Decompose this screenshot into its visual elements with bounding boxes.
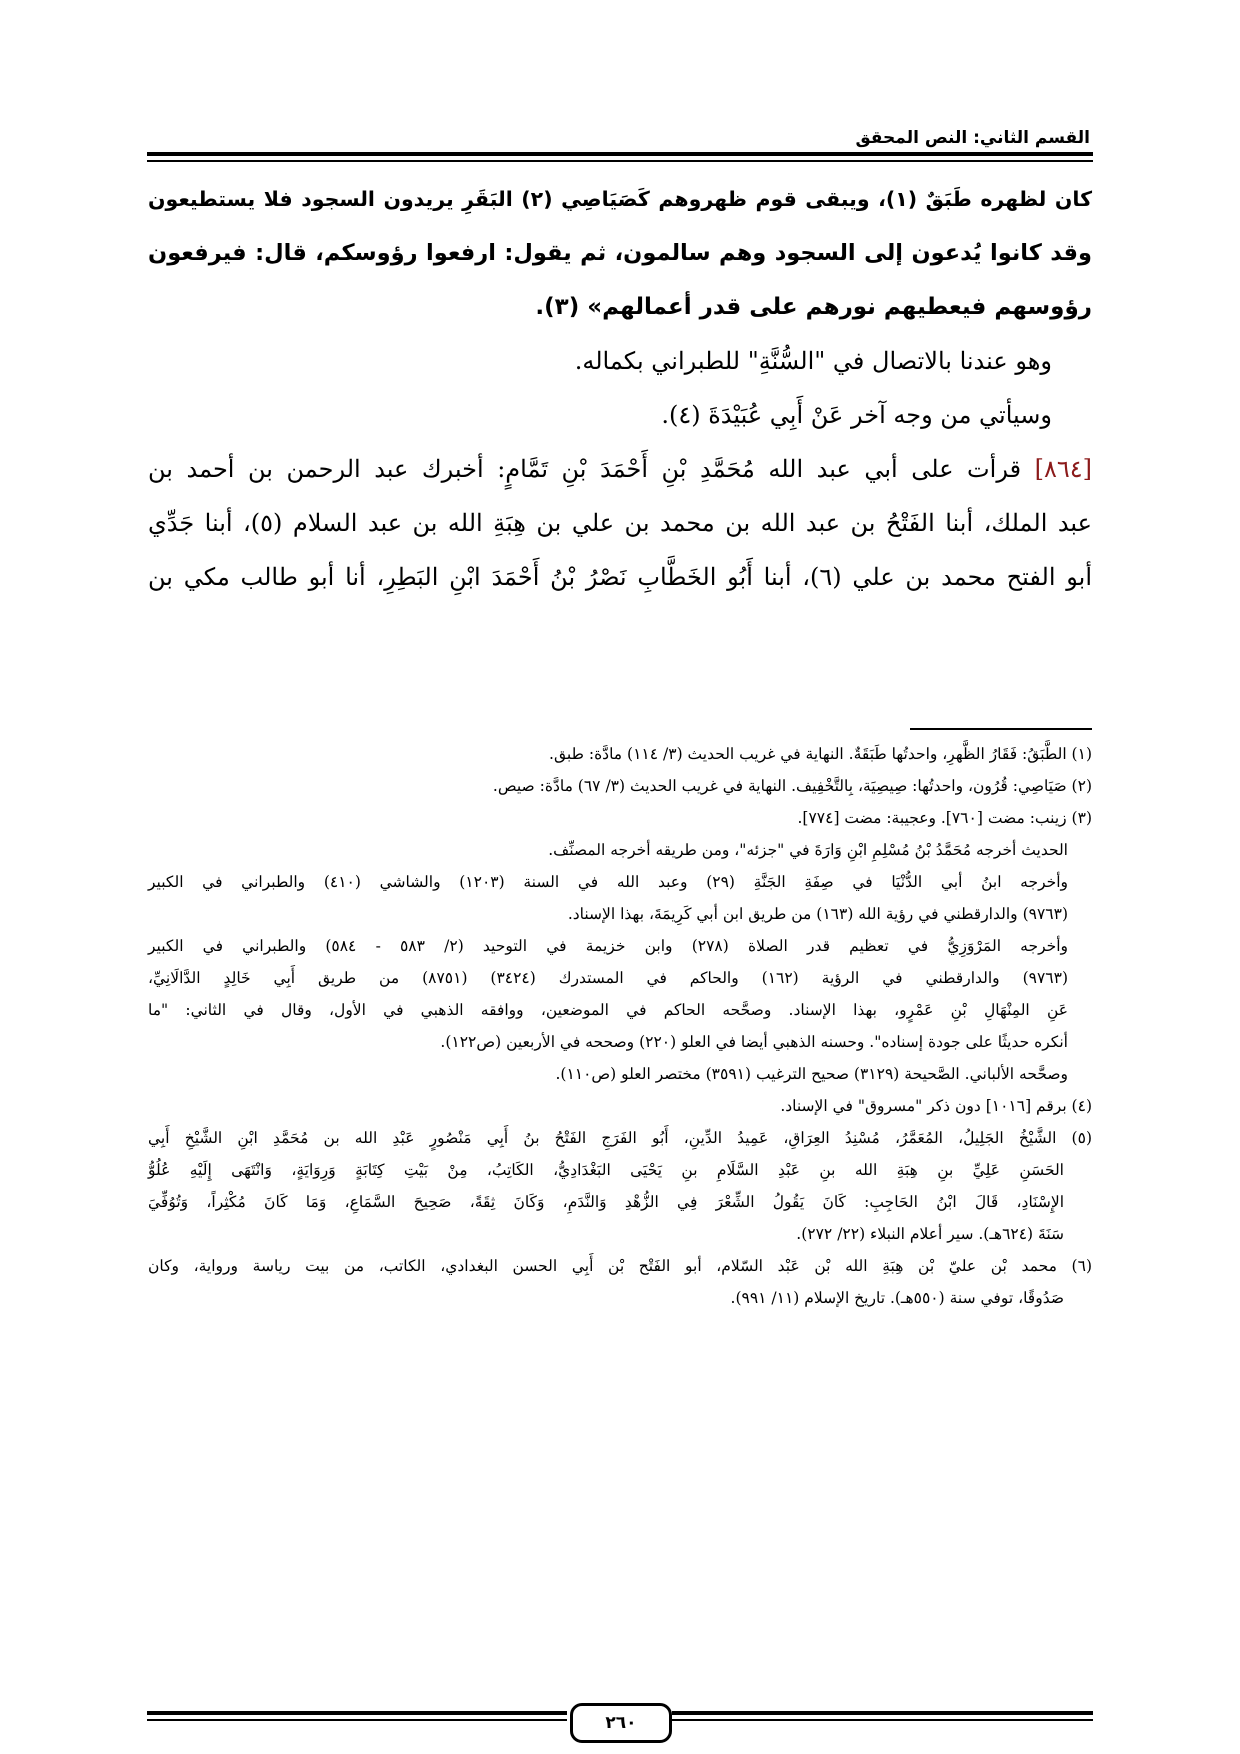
footnote-line: (٦) محمد بْن عليّ بْن هِبَةِ الله بْن عَبْد السّلام، أبو الفَتْح بْن أَبِي الحسن البغدادي، الكاتب، من بيت رياسة ورواية، وكان bbox=[148, 1257, 1092, 1275]
footnote-line: سَنَةَ (٦٢٤هـ). سير أعلام النبلاء (٢٢/ ٢٧٢). bbox=[796, 1225, 1064, 1243]
main-text-line-entry bbox=[148, 442, 1092, 496]
footer-rule-right-thin bbox=[672, 1719, 1093, 1721]
main-text-line: قرأت على أبي عبد الله مُحَمَّدِ بْنِ أَحْمَدَ بْنِ تَمَّامٍ: أخبرك عبد الرحمن بن أحمد بن bbox=[148, 455, 1022, 483]
footnote-line: (١) الطَّبَقُ: فَقَارُ الظَّهرِ، واحدتُها طَبَقَةٌ. النهاية في غريب الحديث (٣/ ١١٤) مادَّة: طبق. bbox=[549, 745, 1092, 763]
main-text-line: وهو عندنا بالاتصال في "السُّنَّةِ" للطبراني بكماله. bbox=[574, 347, 1052, 375]
footnote-line: وأخرجه المَرْوَزِيُّ في تعظيم قدر الصلاة (٢٧٨) وابن خزيمة في التوحيد (٢/ ٥٨٣ - ٥٨٤) والطبراني في الكبير bbox=[148, 937, 1068, 955]
footnotes bbox=[148, 738, 1092, 1314]
footnote-line: الحديث أخرجه مُحَمَّدُ بْنُ مُسْلِمِ ابْنِ وَارَةَ في "جزئه"، ومن طريقه أخرجه المصنِّف. bbox=[548, 841, 1068, 859]
footnote-line: الحَسَنِ عَلِيِّ بنِ هِبَةِ الله بنِ عَبْدِ السَّلَامِ بنِ يَحْيَى البَغْدَادِيُّ، الكَاتِبُ، مِنْ بَيْتِ كِتَابَةٍ وَرِوَايَةٍ، وَانْتَهَى إِلَيْهِ عُلُوُّ bbox=[148, 1161, 1064, 1179]
footnote-line: (٩٧٦٣) والدارقطني في الرؤية (١٦٢) والحاكم في المستدرك (٣٤٢٤) (٨٧٥١) من طريق أَبِي خَالِدٍ الدَّالَانِيِّ، bbox=[148, 969, 1068, 987]
main-text-line: أبو الفتح محمد بن علي (٦)، أبنا أَبُو الخَطَّابِ نَصْرُ بْنُ أَحْمَدَ ابْنِ البَطِرِ، أنا أبو طالب مكي بن bbox=[148, 563, 1093, 591]
main-text bbox=[148, 172, 1092, 604]
footnote-line: (٤) برقم [١٠١٦] دون ذكر "مسروق" في الإسناد. bbox=[780, 1097, 1092, 1115]
footnote-line: (٢) صَيَاصِي: قُرُون، واحدتُها: صِيصِيَة، بِالتَّخْفِيف. النهاية في غريب الحديث (٣/ ٦٧) مادَّة: صيص. bbox=[492, 777, 1092, 795]
footnote-line: صَدُوقًا، توفي سنة (٥٥٠هـ). تاريخ الإسلام (١١/ ٩٩١). bbox=[730, 1289, 1064, 1307]
entry-number: [٨٦٤] bbox=[1034, 455, 1092, 483]
main-text-line: عبد الملك، أبنا الفَتْحُ بن عبد الله بن محمد بن علي بن هِبَةِ الله بن عبد السلام (٥)، أبنا جَدِّي bbox=[148, 509, 1092, 537]
page-number: ٢٦٠ bbox=[570, 1703, 672, 1743]
header-rule-thin bbox=[147, 160, 1093, 162]
running-header-title: القسم الثاني: النص المحقق bbox=[855, 128, 1090, 148]
header-rule-thick bbox=[147, 152, 1093, 156]
footer-rule-left bbox=[147, 1711, 567, 1715]
main-text-line: وقد كانوا يُدعون إلى السجود وهم سالمون، ثم يقول: ارفعوا رؤوسكم، قال: فيرفعون bbox=[148, 240, 1092, 266]
footnote-line: وصحَّحه الألباني. الصَّحيحة (٣١٢٩) صحيح الترغيب (٣٥٩١) مختصر العلو (ص١١٠). bbox=[555, 1065, 1068, 1083]
footnote-separator bbox=[910, 728, 1092, 730]
footnote-line: وأخرجه ابنُ أبي الدُّنْيَا في صِفَةِ الجَنَّةِ (٢٩) وعبد الله في السنة (١٢٠٣) والشاشي (٤١٠) والطبراني في الكبير bbox=[148, 873, 1068, 891]
footnote-line: (٩٧٦٣) والدارقطني في رؤية الله (١٦٣) من طريق ابن أبي كَرِيمَةَ، بهذا الإسناد. bbox=[567, 905, 1068, 923]
main-text-line: كان لظهره طَبَقٌ (١)، ويبقى قوم ظهروهم كَصَيَاصِي (٢) البَقَرِ يريدون السجود فلا يستطيعون bbox=[148, 187, 1092, 211]
footnote-line: عَنِ المِنْهَالِ بْنِ عَمْرٍو، بهذا الإسناد. وصحَّحه الحاكم في الموضعين، ووافقه الذهبي في الأول، وقال في الثاني: "ما bbox=[148, 1001, 1068, 1019]
footnote-line: (٥) الشَّيْخُ الجَلِيلُ، المُعَمَّرُ، مُسْنِدُ العِرَاقِ، عَمِيدُ الدِّينِ، أَبُو الفَرَجِ الفَتْحُ بنُ أَبِي مَنْصُورٍ عَبْدِ الله بن مُحَمَّدِ ابْنِ الشَّيْخِ أَبِي bbox=[148, 1129, 1092, 1147]
footer-rule-left-thin bbox=[147, 1719, 567, 1721]
footnote-line: (٣) زينب: مضت [٧٦٠]. وعجيبة: مضت [٧٧٤]. bbox=[797, 809, 1092, 827]
footnote-line: الإِسْنَادِ، قَالَ ابْنُ الحَاجِبِ: كَانَ يَقُولُ الشِّعْرَ فِي الزُّهْدِ وَالنَّدَمِ، وَكَانَ ثِقَةً، صَحِيحَ السَّمَاعِ، وَمَا كَانَ مُكْثِراً، وَتُوُفِّيَ bbox=[148, 1193, 1064, 1211]
footnote-line: أنكره حديثًا على جودة إسناده". وحسنه الذهبي أيضا في العلو (٢٢٠) وصححه في الأربعين (ص١٢٢). bbox=[440, 1033, 1068, 1051]
main-text-line: رؤوسهم فيعطيهم نورهم على قدر أعمالهم» (٣). bbox=[535, 294, 1092, 320]
main-text-line: وسيأتي من وجه آخر عَنْ أَبِي عُبَيْدَةَ (٤). bbox=[661, 401, 1052, 429]
footer-rule-right bbox=[672, 1711, 1093, 1715]
